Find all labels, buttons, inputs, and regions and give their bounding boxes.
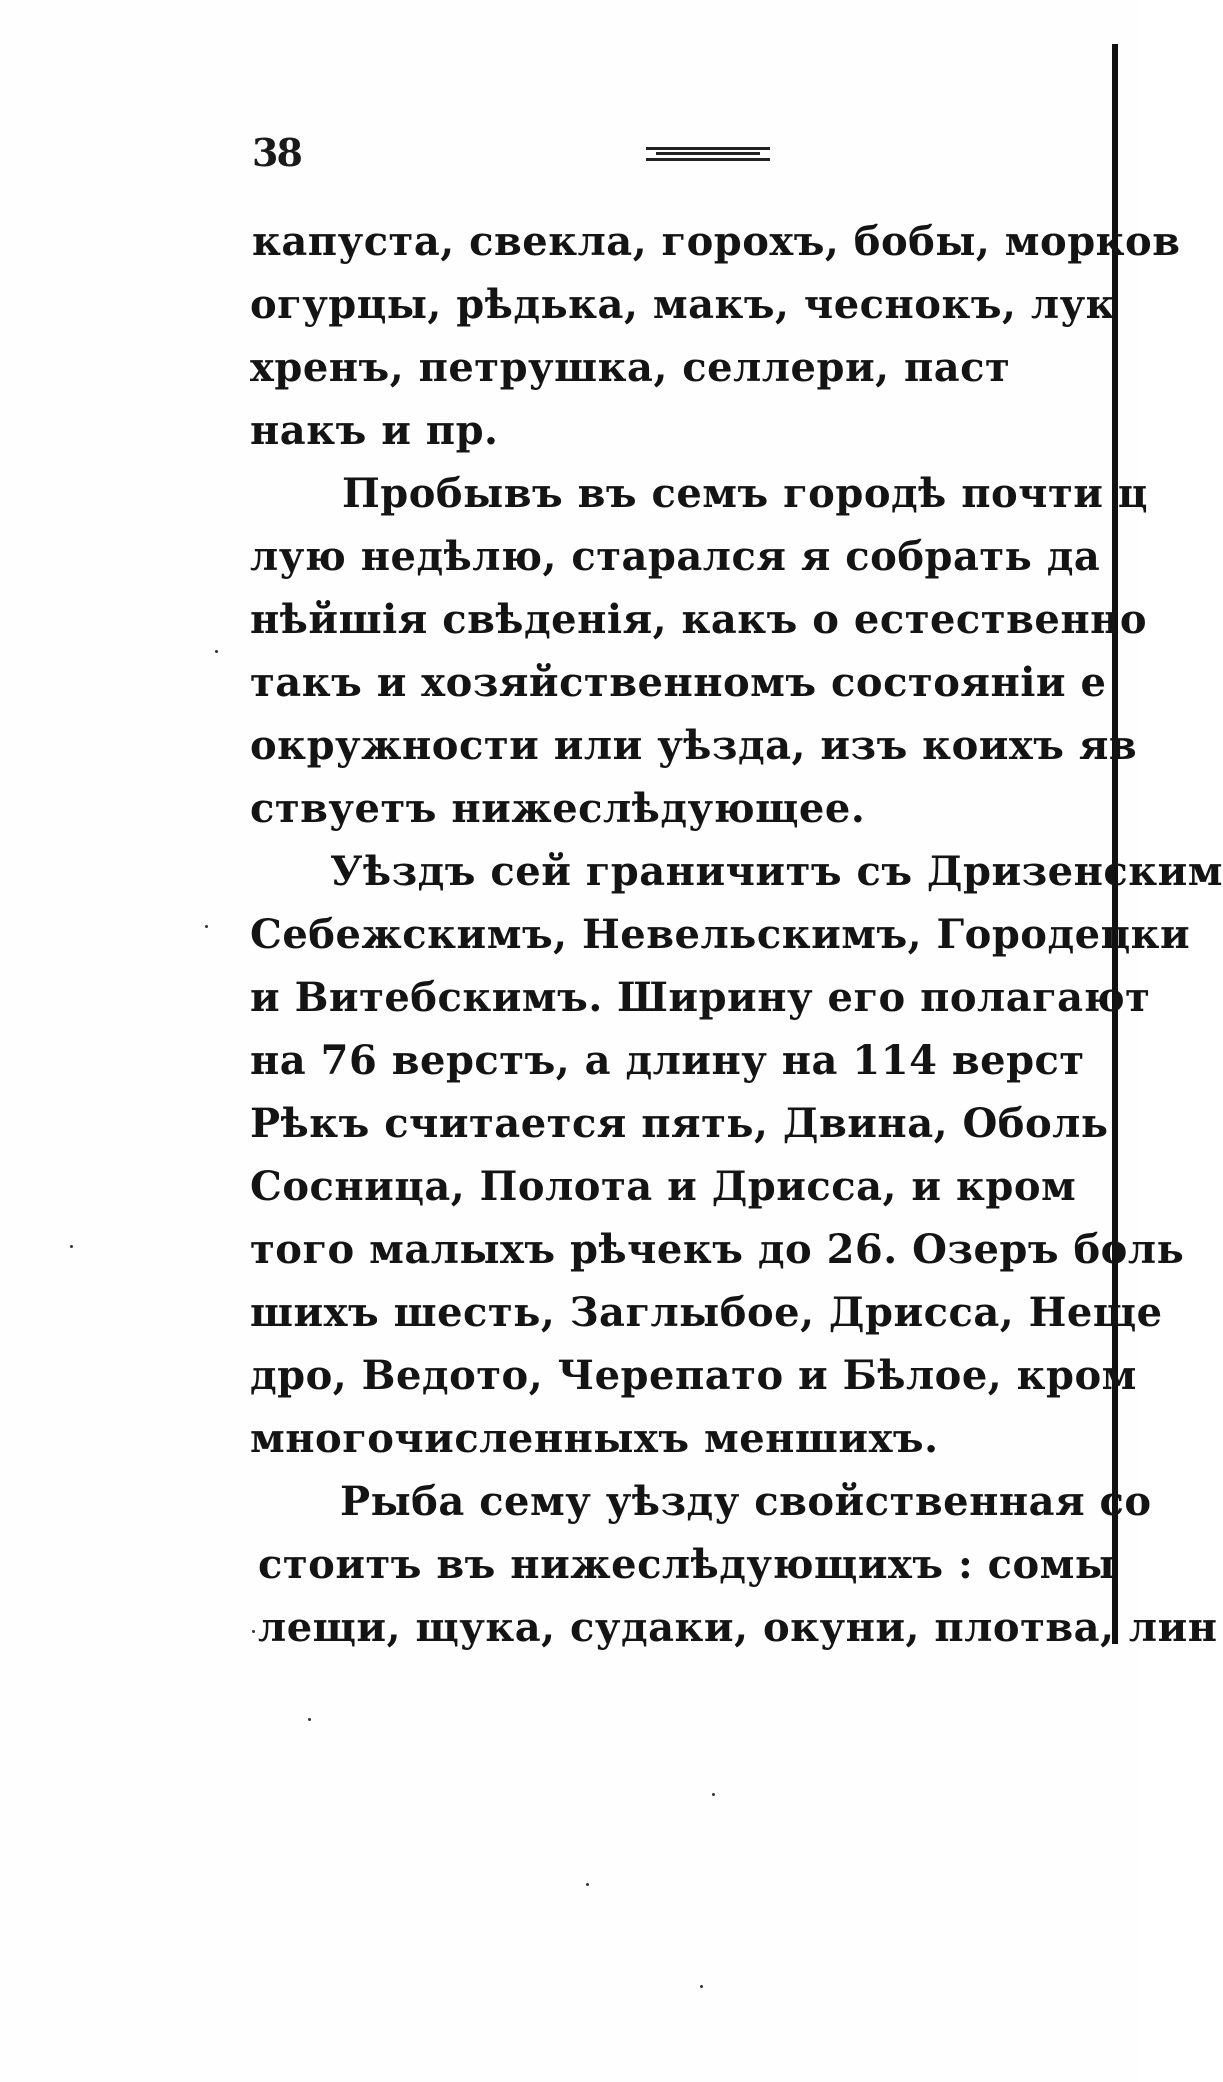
text-line: Себежскимъ, Невельскимъ, Городецки xyxy=(250,911,1191,958)
text-line: многочисленныхъ меншихъ. xyxy=(250,1415,939,1462)
text-line: Рыба сему уѣзду свойственная со xyxy=(340,1478,1152,1525)
text-line: Пробывъ въ семъ городѣ почти ц xyxy=(342,470,1148,517)
scan-speck xyxy=(700,1985,703,1988)
text-line: Рѣкъ считается пять, Двина, Оболь xyxy=(250,1100,1109,1147)
text-line: окружности или уѣзда, изъ коихъ яв xyxy=(250,722,1138,769)
text-line: Сосница, Полота и Дрисса, и кром xyxy=(250,1163,1077,1210)
text-line: ствуетъ нижеслѣдующее. xyxy=(250,785,866,832)
scan-speck xyxy=(252,1630,255,1633)
text-line: капуста, свекла, горохъ, бобы, морков xyxy=(252,218,1181,265)
text-line: и Витебскимъ. Ширину его полагают xyxy=(250,974,1151,1021)
text-line: такъ и хозяйственномъ состояніи е xyxy=(250,659,1107,706)
text-line: Уѣздъ сей граничитъ съ Дризенским xyxy=(330,848,1223,895)
text-line: того малыхъ рѣчекъ до 26. Озеръ боль xyxy=(250,1226,1185,1273)
text-line: нѣйшія свѣденія, какъ о естественно xyxy=(250,596,1148,643)
scan-speck xyxy=(215,650,218,653)
scan-speck xyxy=(586,1883,589,1886)
scan-speck xyxy=(712,1793,715,1796)
text-line: шихъ шесть, Заглыбое, Дрисса, Неще xyxy=(250,1289,1163,1336)
text-line: на 76 верстъ, а длину на 114 верст xyxy=(250,1037,1085,1084)
text-line: огурцы, рѣдька, макъ, чеснокъ, лук xyxy=(250,281,1116,328)
text-line: дро, Ведото, Черепато и Бѣлое, кром xyxy=(250,1352,1137,1399)
page-number: 38 xyxy=(252,130,301,175)
scan-speck xyxy=(308,1718,311,1721)
scan-speck xyxy=(70,1245,73,1248)
text-line: лую недѣлю, старался я собрать да xyxy=(250,533,1101,580)
scan-speck xyxy=(205,925,208,928)
text-line: накъ и пр. xyxy=(250,407,499,454)
text-line: лещи, щука, судаки, окуни, плотва, лин xyxy=(258,1604,1218,1651)
text-line: хренъ, петрушка, селлери, паст xyxy=(250,344,1011,391)
text-line: стоитъ въ нижеслѣдующихъ : сомы xyxy=(258,1541,1116,1588)
